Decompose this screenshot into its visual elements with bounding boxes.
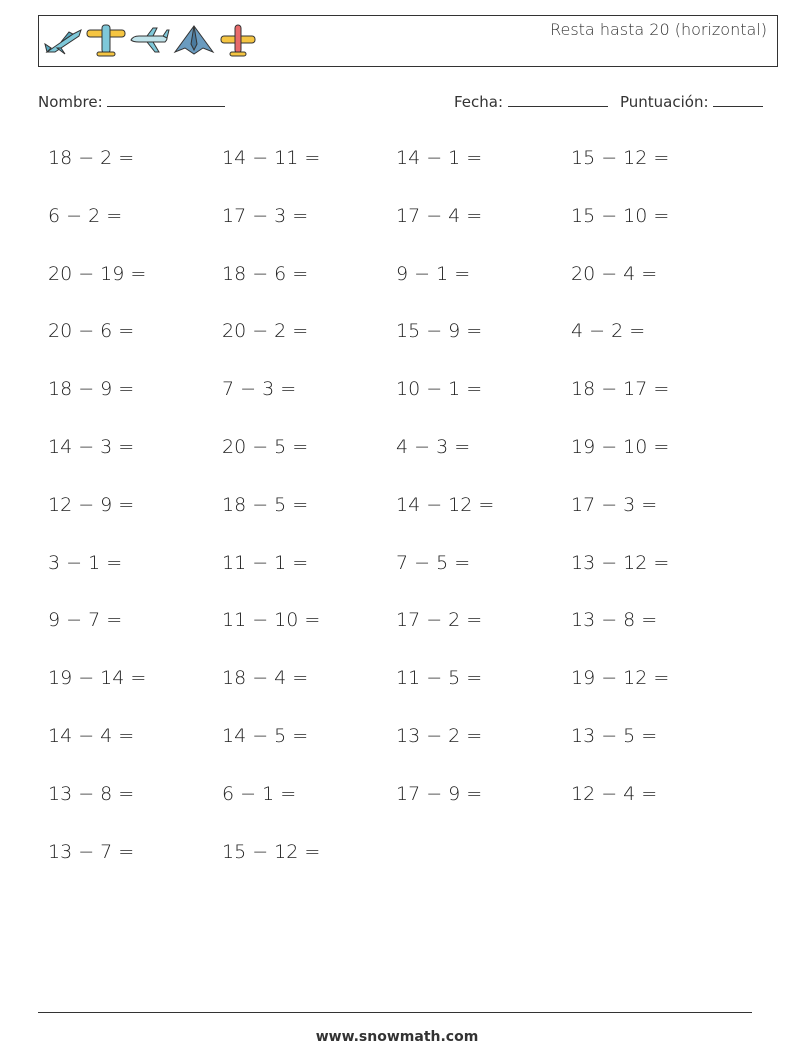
name-line[interactable]	[107, 94, 225, 107]
problem: 14 − 12 =	[396, 493, 495, 516]
problem: 17 − 4 =	[396, 204, 483, 227]
problem: 13 − 8 =	[48, 782, 135, 805]
problem: 19 − 14 =	[48, 667, 147, 690]
problem: 18 − 9 =	[48, 378, 135, 401]
problem: 13 − 8 =	[571, 609, 658, 632]
problem: 17 − 2 =	[396, 609, 483, 632]
header-icons	[43, 22, 259, 58]
score-field[interactable]	[620, 93, 763, 111]
problem: 20 − 2 =	[222, 320, 309, 343]
problem: 11 − 10 =	[222, 609, 321, 632]
problem: 18 − 6 =	[222, 262, 309, 285]
date-label: Fecha:	[454, 93, 504, 111]
problem: 14 − 1 =	[396, 147, 483, 169]
score-line[interactable]	[713, 94, 763, 107]
problem: 9 − 7 =	[48, 609, 123, 632]
problem: 14 − 11 =	[222, 147, 321, 169]
problem: 19 − 12 =	[571, 667, 670, 690]
problem: 9 − 1 =	[396, 262, 471, 285]
problem: 13 − 12 =	[571, 551, 670, 574]
problem: 18 − 17 =	[571, 378, 670, 401]
problem: 13 − 2 =	[396, 725, 483, 747]
problem: 3 − 1 =	[48, 551, 123, 574]
score-label: Puntuación:	[620, 93, 709, 111]
airliner-icon	[129, 22, 171, 58]
jet-plane-icon	[43, 22, 83, 58]
name-label: Nombre:	[38, 93, 103, 111]
problem: 12 − 4 =	[571, 782, 658, 805]
footer-divider	[38, 1012, 752, 1013]
problem: 11 − 1 =	[222, 551, 309, 574]
problem: 4 − 2 =	[571, 320, 646, 343]
problem: 17 − 9 =	[396, 782, 483, 805]
problem: 12 − 9 =	[48, 493, 135, 516]
problem: 18 − 2 =	[48, 147, 135, 169]
biplane-icon	[217, 22, 259, 58]
problem: 17 − 3 =	[222, 204, 309, 227]
problem: 20 − 6 =	[48, 320, 135, 343]
problem: 14 − 5 =	[222, 725, 309, 747]
problem: 6 − 1 =	[222, 782, 297, 805]
problem: 20 − 5 =	[222, 436, 309, 458]
problem: 7 − 3 =	[222, 378, 297, 401]
problem: 15 − 12 =	[222, 840, 321, 863]
problem: 15 − 9 =	[396, 320, 483, 343]
problem: 4 − 3 =	[396, 436, 471, 458]
header-box	[38, 15, 778, 67]
problem: 19 − 10 =	[571, 436, 670, 458]
problem: 14 − 4 =	[48, 725, 135, 747]
problem: 10 − 1 =	[396, 378, 483, 401]
problem: 15 − 10 =	[571, 204, 670, 227]
problem: 20 − 19 =	[48, 262, 147, 285]
problem: 13 − 5 =	[571, 725, 658, 747]
worksheet-title: Resta hasta 20 (horizontal)	[550, 20, 767, 39]
problem: 11 − 5 =	[396, 667, 483, 690]
stealth-bomber-icon	[173, 22, 215, 58]
problem: 6 − 2 =	[48, 204, 123, 227]
problem: 18 − 5 =	[222, 493, 309, 516]
date-line[interactable]	[508, 94, 608, 107]
problem: 20 − 4 =	[571, 262, 658, 285]
propeller-plane-icon	[85, 22, 127, 58]
problem: 17 − 3 =	[571, 493, 658, 516]
name-field[interactable]	[38, 93, 225, 111]
problem: 7 − 5 =	[396, 551, 471, 574]
problem: 14 − 3 =	[48, 436, 135, 458]
footer-url: www.snowmath.com	[315, 1029, 479, 1045]
problem: 13 − 7 =	[48, 840, 135, 863]
problem: 15 − 12 =	[571, 147, 670, 169]
problem: 18 − 4 =	[222, 667, 309, 690]
date-field[interactable]	[454, 93, 608, 111]
